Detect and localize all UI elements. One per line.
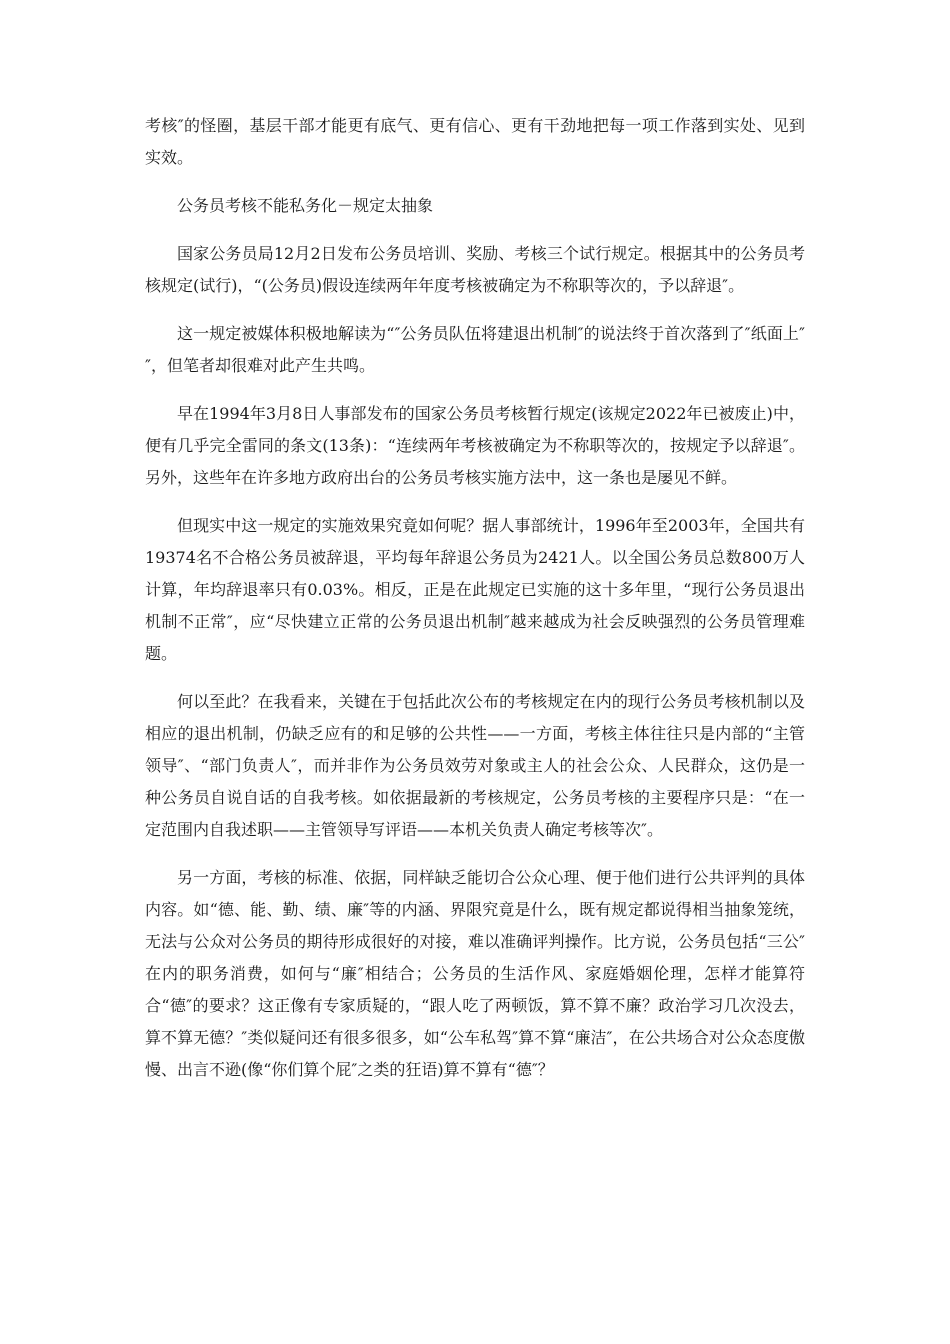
paragraph: 国家公务员局12月2日发布公务员培训、奖励、考核三个试行规定。根据其中的公务员考核规定(试行)，“(公务员)假设连续两年年度考核被确定为不称职等次的，予以辞退″。 [145,244,805,295]
paragraph: 但现实中这一规定的实施效果究竟如何呢？据人事部统计，1996年至2003年，全国共有19374名不合格公务员被辞退，平均每年辞退公务员为2421人。以全国公务员总数800万人计算，年均辞退率只有0.03%。相反，正是在此规定已实施的这十多年里，“现行公务员退出机制不正常″，应“尽快建立正常的公务员退出机制″越来越成为社会反映强烈的公务员管理难题。 [145,516,805,663]
paragraph: 早在1994年3月8日人事部发布的国家公务员考核暂行规定(该规定2022年已被废止)中，便有几乎完全雷同的条文(13条)：“连续两年考核被确定为不称职等次的，按规定予以辞退″。另外，这些年在许多地方政府出台的公务员考核实施方法中，这一条也是屡见不鲜。 [145,404,805,487]
paragraph-continuation: 考核″的怪圈，基层干部才能更有底气、更有信心、更有干劲地把每一项工作落到实处、见到实效。 [145,116,805,167]
paragraph: 这一规定被媒体积极地解读为“″公务员队伍将建退出机制″的说法终于首次落到了″纸面上″″，但笔者却很难对此产生共鸣。 [145,324,805,375]
article-body [145,110,805,1086]
paragraph: 何以至此？在我看来，关键在于包括此次公布的考核规定在内的现行公务员考核机制以及相应的退出机制，仍缺乏应有的和足够的公共性——一方面，考核主体往往只是内部的“主管领导″、“部门负责人″，而并非作为公务员效劳对象或主人的社会公众、人民群众，这仍是一种公务员自说自话的自我考核。如依据最新的考核规定，公务员考核的主要程序只是：“在一定范围内自我述职——主管领导写评语——本机关负责人确定考核等次″。 [145,692,805,839]
section-heading: 公务员考核不能私务化－规定太抽象 [177,196,434,215]
paragraph: 另一方面，考核的标准、依据，同样缺乏能切合公众心理、便于他们进行公共评判的具体内容。如“德、能、勤、绩、廉″等的内涵、界限究竟是什么，既有规定都说得相当抽象笼统，无法与公众对公务员的期待形成很好的对接，难以准确评判操作。比方说，公务员包括“三公″在内的职务消费，如何与“廉″相结合；公务员的生活作风、家庭婚姻伦理，怎样才能算符合“德″的要求？这正像有专家质疑的，“跟人吃了两顿饭，算不算不廉？政治学习几次没去，算不算无德？″类似疑问还有很多很多，如“公车私驾″算不算“廉洁″，在公共场合对公众态度傲慢、出言不逊(像“你们算个屁″之类的狂语)算不算有“德″？ [145,868,805,1079]
